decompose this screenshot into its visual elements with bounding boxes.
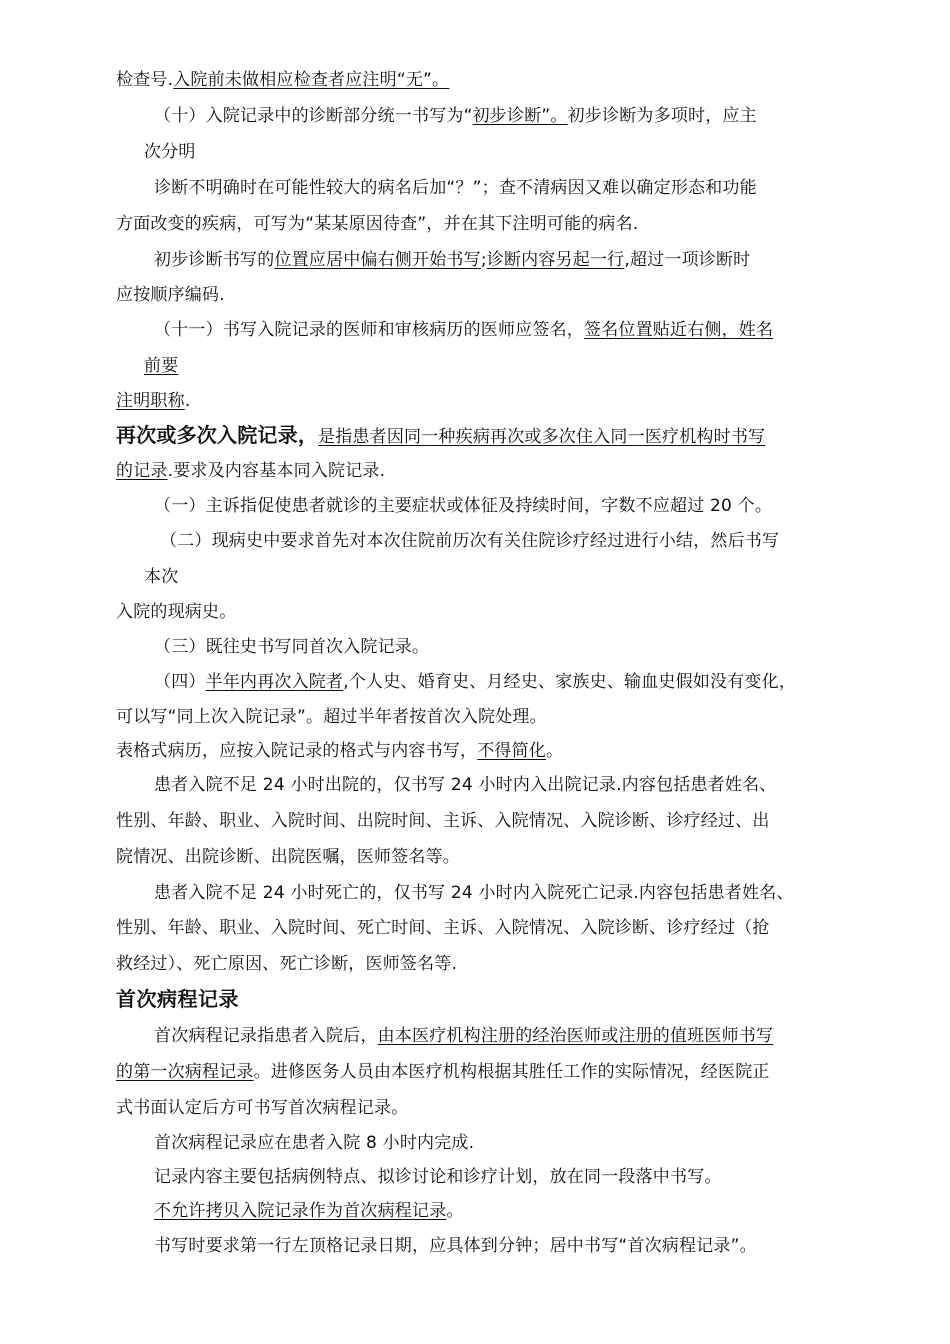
underlined-text: 不允许拷贝入院记录作为首次病程记录 bbox=[154, 1201, 447, 1221]
text-line bbox=[116, 739, 856, 763]
text: .要求及内容基本同入院记录. bbox=[167, 461, 386, 481]
text: ,超过一项诊断时 bbox=[624, 250, 751, 270]
text: ; bbox=[480, 250, 487, 270]
text-line bbox=[154, 318, 894, 342]
text: 。 bbox=[446, 1201, 464, 1221]
underlined-text: 不得简化 bbox=[477, 741, 547, 761]
text-line: 可以写“同上次入院记录”。超过半年者按首次入院处理。 bbox=[116, 707, 547, 727]
text: 。 bbox=[546, 741, 564, 761]
text-line: 书写时要求第一行左顶格记录日期，应具体到分钟；居中书写“首次病程记录”。 bbox=[154, 1236, 757, 1256]
text: 表格式病历，应按入院记录的格式与内容书写， bbox=[116, 741, 478, 761]
text-line: 诊断不明确时在可能性较大的病名后加“？”；查不清病因又难以确定形态和功能 bbox=[154, 178, 757, 198]
text-line: 次分明 bbox=[144, 142, 196, 162]
text: 首次病程记录指患者入院后， bbox=[154, 1026, 378, 1046]
text: ， bbox=[297, 423, 319, 447]
section-heading-first-course-record: 首次病程记录 bbox=[116, 987, 239, 1011]
underlined-text: 的第一次病程记录 bbox=[116, 1062, 254, 1082]
text-line bbox=[154, 1199, 894, 1223]
text-line bbox=[154, 670, 894, 694]
text-line: 方面改变的疾病，可写为“某某原因待查”，并在其下注明可能的病名. bbox=[116, 214, 639, 234]
text-line bbox=[116, 389, 856, 413]
text-line bbox=[116, 68, 856, 92]
underlined-text: 初步诊断”。 bbox=[472, 106, 568, 126]
underlined-text: 由本医疗机构注册的经治医师或注册的值班医师书写 bbox=[377, 1026, 774, 1046]
text: . bbox=[184, 391, 191, 411]
underlined-text: 诊断内容另起一行 bbox=[486, 250, 625, 270]
text-line: 患者入院不足 24 小时死亡的，仅书写 24 小时内入院死亡记录.内容包括患者姓名、 bbox=[154, 883, 794, 903]
text-line bbox=[116, 1060, 856, 1084]
text-line: 患者入院不足 24 小时出院的，仅书写 24 小时内入出院记录.内容包括患者姓名、 bbox=[154, 775, 777, 795]
text-line: 救经过）、死亡原因、死亡诊断，医师签名等. bbox=[116, 954, 458, 974]
text: 初步诊断为多项时，应主 bbox=[567, 106, 757, 126]
text-line: 性别、年龄、职业、入院时间、死亡时间、主诉、入院情况、入院诊断、诊疗经过（抢 bbox=[116, 918, 770, 938]
underlined-text: 是指患者因同一种疾病再次或多次住入同一医疗机构时书写 bbox=[318, 427, 766, 447]
heading-text: 再次或多次入院记录 bbox=[116, 423, 298, 447]
underlined-text: 半年内再次入院者 bbox=[205, 672, 344, 692]
text-line bbox=[116, 459, 856, 483]
text-line: 应按顺序编码. bbox=[116, 285, 225, 305]
text: （四） bbox=[154, 672, 206, 692]
text: （十一）书写入院记录的医师和审核病历的医师应签名， bbox=[154, 320, 584, 340]
text-line: （二）现病史中要求首先对本次住院前历次有关住院诊疗经过进行小结，然后书写 bbox=[160, 531, 780, 551]
text: 检查号. bbox=[116, 70, 174, 90]
underlined-text: 位置应居中偏右侧开始书写 bbox=[274, 250, 481, 270]
text-line: 本次 bbox=[144, 567, 179, 587]
text-line bbox=[154, 1024, 894, 1048]
text-line: （三）既往史书写同首次入院记录。 bbox=[154, 637, 430, 657]
text-line bbox=[154, 104, 894, 128]
underlined-text: 前要 bbox=[144, 356, 179, 376]
text-line bbox=[144, 354, 884, 378]
text: 。进修医务人员由本医疗机构根据其胜任工作的实际情况，经医院正 bbox=[253, 1062, 770, 1082]
section-heading-readmission bbox=[116, 423, 856, 449]
text-line: 院情况、出院诊断、出院医嘱，医师签名等。 bbox=[116, 847, 460, 867]
text: 初步诊断书写的 bbox=[154, 250, 275, 270]
text: （十）入院记录中的诊断部分统一书写为“ bbox=[154, 106, 473, 126]
underlined-text: 入院前未做相应检查者应注明“无”。 bbox=[173, 70, 450, 90]
text: ,个人史、婚育史、月经史、家族史、输血史假如没有变化， bbox=[343, 672, 797, 692]
text-line: 记录内容主要包括病例特点、拟诊讨论和诊疗计划，放在同一段落中书写。 bbox=[154, 1167, 722, 1187]
text-line: 入院的现病史。 bbox=[116, 602, 237, 622]
text-line: （一）主诉指促使患者就诊的主要症状或体征及持续时间，字数不应超过 20 个。 bbox=[154, 496, 773, 516]
text-line: 式书面认定后方可书写首次病程记录。 bbox=[116, 1098, 409, 1118]
text-line: 首次病程记录应在患者入院 8 小时内完成. bbox=[154, 1133, 475, 1153]
underlined-text: 注明职称 bbox=[116, 391, 185, 411]
underlined-text: 签名位置贴近右侧，姓名 bbox=[584, 320, 774, 340]
text-line bbox=[154, 248, 894, 272]
underlined-text: 的记录 bbox=[116, 461, 168, 481]
text-line: 性别、年龄、职业、入院时间、出院时间、主诉、入院情况、入院诊断、诊疗经过、出 bbox=[116, 811, 770, 831]
